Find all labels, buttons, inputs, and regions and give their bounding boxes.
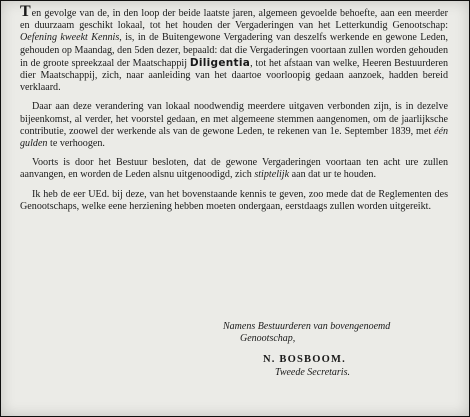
paragraph-4-text: Ik heb de eer UEd. bij deze, van het bovenstaande kennis te geven, zoo mede dat de Reglementen des Genootschaps, welke eene herziening hebben moeten ondergaan, eerstdaags zullen worden uitgereikt. <box>20 188 448 212</box>
paragraph-4 <box>20 189 448 213</box>
signatory-role: Tweede Secretaris. <box>275 367 350 378</box>
paragraph-2-text-b: te verhoogen. <box>50 138 105 150</box>
diligentia-name: Diligentia <box>189 56 251 69</box>
document-page <box>1 1 469 416</box>
contribution-amount: één gulden <box>20 125 448 150</box>
paragraph-1-text-b: , is, in de Buitengewone Vergadering van deszelfs werkende en gewone Leden, gehouden op Maandag, den 5den dezer, bepaald: dat die Vergaderingen voortaan zullen worden gehouden in de groote spreekzaal der Maatschappij <box>20 32 448 69</box>
paragraph-1-text-a: en gevolge van de, in den loop der beide laatste jaren, algemeen gevoelde behoefte, aan een meerder en duurzaam geschikt lokaal, tot het houden der Vergaderingen van het Letterkundig Genootschap: <box>20 8 448 32</box>
paragraph-2-text-a: Daar aan deze verandering van lokaal noodwendig meerdere uitgaven verbonden zijn, is in dezelve bijeenkomst, al verder, het voorstel gedaan, en met algemeene stemmen aangenomen, om de jaarlijksche contributie, zoowel der werkende als van de gewone Leden, te rekenen van 1e. September 1839, met <box>20 101 448 137</box>
stiptelijk-word: stiptelijk <box>254 169 290 181</box>
paragraph-1-text-c: , tot het afstaan van welke, Heeren Bestuurderen dier Maatschappij, zich, naar aanleiding van het daartoe voorloopig gedaan aanzoek, hadden bereid verklaard. <box>20 57 448 94</box>
drop-cap: T <box>20 3 32 20</box>
paragraph-3-text-b: aan dat ur te houden. <box>291 169 376 181</box>
paragraph-2 <box>20 101 448 150</box>
document-body <box>20 3 448 220</box>
society-motto: Oefening kweekt Kennis <box>20 32 120 44</box>
signoff-on-behalf-line-1: Namens Bestuurderen van bovengenoemd <box>223 321 391 332</box>
paragraph-3-text-a: Voorts is door het Bestuur besloten, dat de gewone Vergaderingen voortaan ten acht ure zullen aanvangen, en worden de Leden alsnu uitgenoodigd, zich <box>20 157 448 181</box>
signoff-on-behalf-line-2: Genootschap, <box>240 333 296 344</box>
signoff-block <box>223 321 443 379</box>
paragraph-3 <box>20 157 448 181</box>
paragraph-1 <box>20 3 448 94</box>
signatory-name: N. BOSBOOM. <box>263 354 346 365</box>
